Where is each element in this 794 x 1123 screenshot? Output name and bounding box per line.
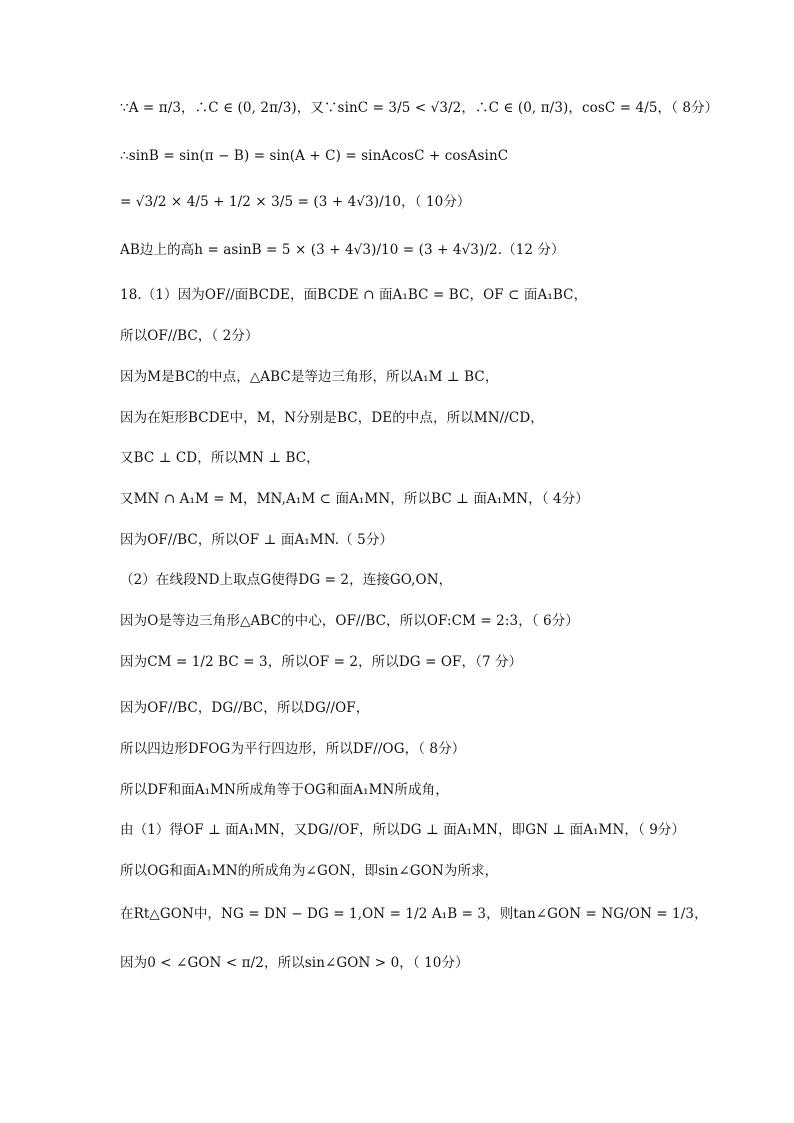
solution-line-2: ∴sinB = sin(π − B) = sin(A + C) = sinAcosC + cosAsinC	[120, 148, 509, 164]
problem-18-part-1-line-5: 又BC ⊥ CD，所以MN ⊥ BC，	[120, 450, 320, 466]
problem-18-part-2-line-10: 因为0 < ∠GON < π/2，所以sin∠GON > 0，（ 10分）	[120, 955, 469, 971]
solution-line-4: AB边上的高h = asinB = 5 × (3 + 4√3)/10 = (3 + 4√3)/2.（12 分）	[120, 242, 565, 258]
problem-18-part-2-line-5: 所以四边形DFOG为平行四边形，所以DF//OG，（ 8分）	[120, 741, 466, 757]
problem-18-part-2-line-4: 因为OF//BC，DG//BC，所以DG//OF，	[120, 700, 370, 716]
solution-line-3: = √3/2 × 4/5 + 1/2 × 3/5 = (3 + 4√3)/10，（ 10分）	[120, 194, 471, 210]
problem-18-part-1-line-1: 18.（1）因为OF//面BCDE，面BCDE ∩ 面A₁BC = BC，OF ⊂ 面A₁BC，	[120, 287, 588, 303]
problem-18-part-2-line-8: 所以OG和面A₁MN的所成角为∠GON，即sin∠GON为所求，	[120, 863, 499, 879]
solution-line-1: ∵A = π/3，∴C ∈ (0, 2π/3)，又∵sinC = 3/5 < √3/2，∴C ∈ (0, π/3)，cosC = 4/5，（ 8分）	[120, 100, 719, 116]
problem-18-part-1-line-2: 所以OF//BC，（ 2分）	[120, 328, 259, 344]
problem-18-part-1-line-3: 因为M是BC的中点，△ABC是等边三角形，所以A₁M ⊥ BC，	[120, 369, 499, 385]
problem-18-part-1-line-6: 又MN ∩ A₁M = M，MN,A₁M ⊂ 面A₁MN，所以BC ⊥ 面A₁MN，（ 4分）	[120, 491, 589, 507]
problem-18-part-2-line-6: 所以DF和面A₁MN所成角等于OG和面A₁MN所成角，	[120, 782, 449, 798]
problem-18-part-2-line-3: 因为CM = 1/2 BC = 3，所以OF = 2，所以DG = OF，（7 分）	[120, 654, 523, 670]
problem-18-part-2-line-2: 因为O是等边三角形△ABC的中心，OF//BC，所以OF:CM = 2:3，（ 6分）	[120, 613, 579, 629]
problem-18-part-2-line-7: 由（1）得OF ⊥ 面A₁MN，又DG//OF，所以DG ⊥ 面A₁MN，即GN ⊥ 面A₁MN，（ 9分）	[120, 822, 686, 838]
problem-18-part-2-line-9: 在Rt△GON中，NG = DN − DG = 1,ON = 1/2 A₁B = 3，则tan∠GON = NG/ON = 1/3，	[120, 906, 708, 922]
problem-18-part-1-line-4: 因为在矩形BCDE中，M，N分别是BC，DE的中点，所以MN//CD，	[120, 410, 544, 426]
problem-18-part-2-line-1: （2）在线段ND上取点G使得DG = 2，连接GO,ON，	[120, 572, 453, 588]
problem-18-part-1-line-7: 因为OF//BC，所以OF ⊥ 面A₁MN.（ 5分）	[120, 532, 394, 548]
